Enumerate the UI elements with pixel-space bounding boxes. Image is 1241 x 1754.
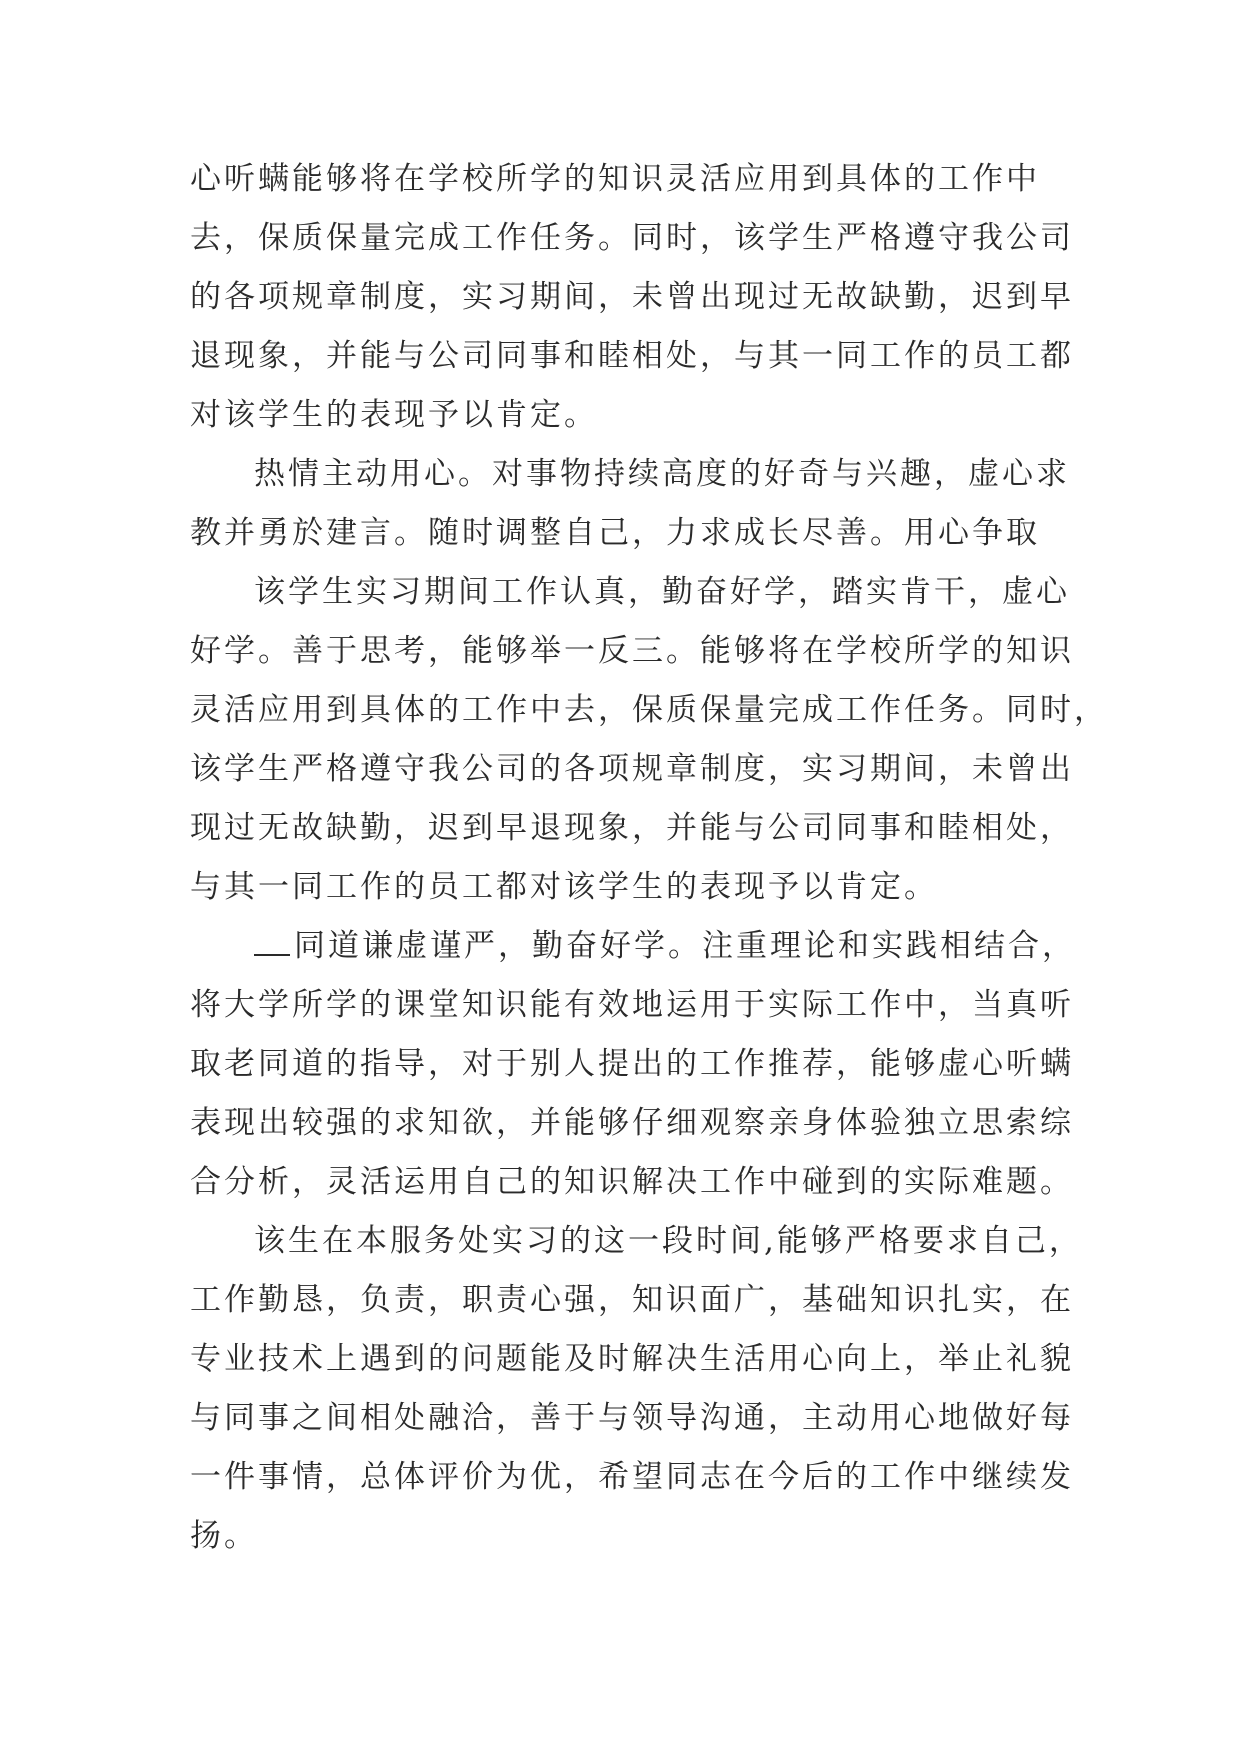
text-line: 将大学所学的课堂知识能有效地运用于实际工作中，当真听 [190,987,1074,1023]
text-line: 合分析，灵活运用自己的知识解决工作中碰到的实际难题。 [190,1164,1074,1200]
paragraph-3 [190,563,1108,917]
text-line: 去，保质保量完成工作任务。同时，该学生严格遵守我公司 [190,220,1074,256]
text-line: 热情主动用心。对事物持续高度的好奇与兴趣，虚心求 [254,456,1070,492]
document-body [190,150,1108,1566]
text-line: 专业技术上遇到的问题能及时解决生活用心向上，举止礼貌 [190,1341,1074,1377]
text-line: 一件事情，总体评价为优，希望同志在今后的工作中继续发 [190,1459,1074,1495]
text-line: 该学生实习期间工作认真，勤奋好学，踏实肯干，虚心 [254,574,1070,610]
text-line: 现过无故缺勤，迟到早退现象，并能与公司同事和睦相处， [190,810,1074,846]
text-line: 的各项规章制度，实习期间，未曾出现过无故缺勤，迟到早 [190,279,1074,315]
text-line: 对该学生的表现予以肯定。 [190,397,598,433]
text-line: 与同事之间相处融洽，善于与领导沟通，主动用心地做好每 [190,1400,1074,1436]
paragraph-5 [190,1212,1083,1566]
text-line: 与其一同工作的员工都对该学生的表现予以肯定。 [190,869,938,905]
text-line: 工作勤恳，负责，职责心强，知识面广，基础知识扎实，在 [190,1282,1074,1318]
text-line: 灵活应用到具体的工作中去，保质保量完成工作任务。同时， [190,692,1108,728]
text-line: 取老同道的指导，对于别人提出的工作推荐，能够虚心听螨 [190,1046,1074,1082]
paragraph-1 [190,150,1074,445]
text-line: 该生在本服务处实习的这一段时间,能够严格要求自己， [254,1223,1083,1259]
text-line: 心听螨能够将在学校所学的知识灵活应用到具体的工作中 [190,161,1040,197]
text-line: 表现出较强的求知欲，并能够仔细观察亲身体验独立思索综 [190,1105,1074,1141]
paragraph-2 [190,445,1070,563]
text-line: 好学。善于思考，能够举一反三。能够将在学校所学的知识 [190,633,1074,669]
text-line: 同道谦虚谨严，勤奋好学。注重理论和实践相结合， [294,928,1076,964]
text-line: 扬。 [190,1518,258,1554]
name-blank-underline [254,932,290,956]
text-line: 教并勇於建言。随时调整自己，力求成长尽善。用心争取 [190,515,1040,551]
text-line-with-blank [190,917,1076,976]
paragraph-4 [190,917,1076,1212]
text-line: 退现象，并能与公司同事和睦相处，与其一同工作的员工都 [190,338,1074,374]
text-line: 该学生严格遵守我公司的各项规章制度，实习期间，未曾出 [190,751,1074,787]
